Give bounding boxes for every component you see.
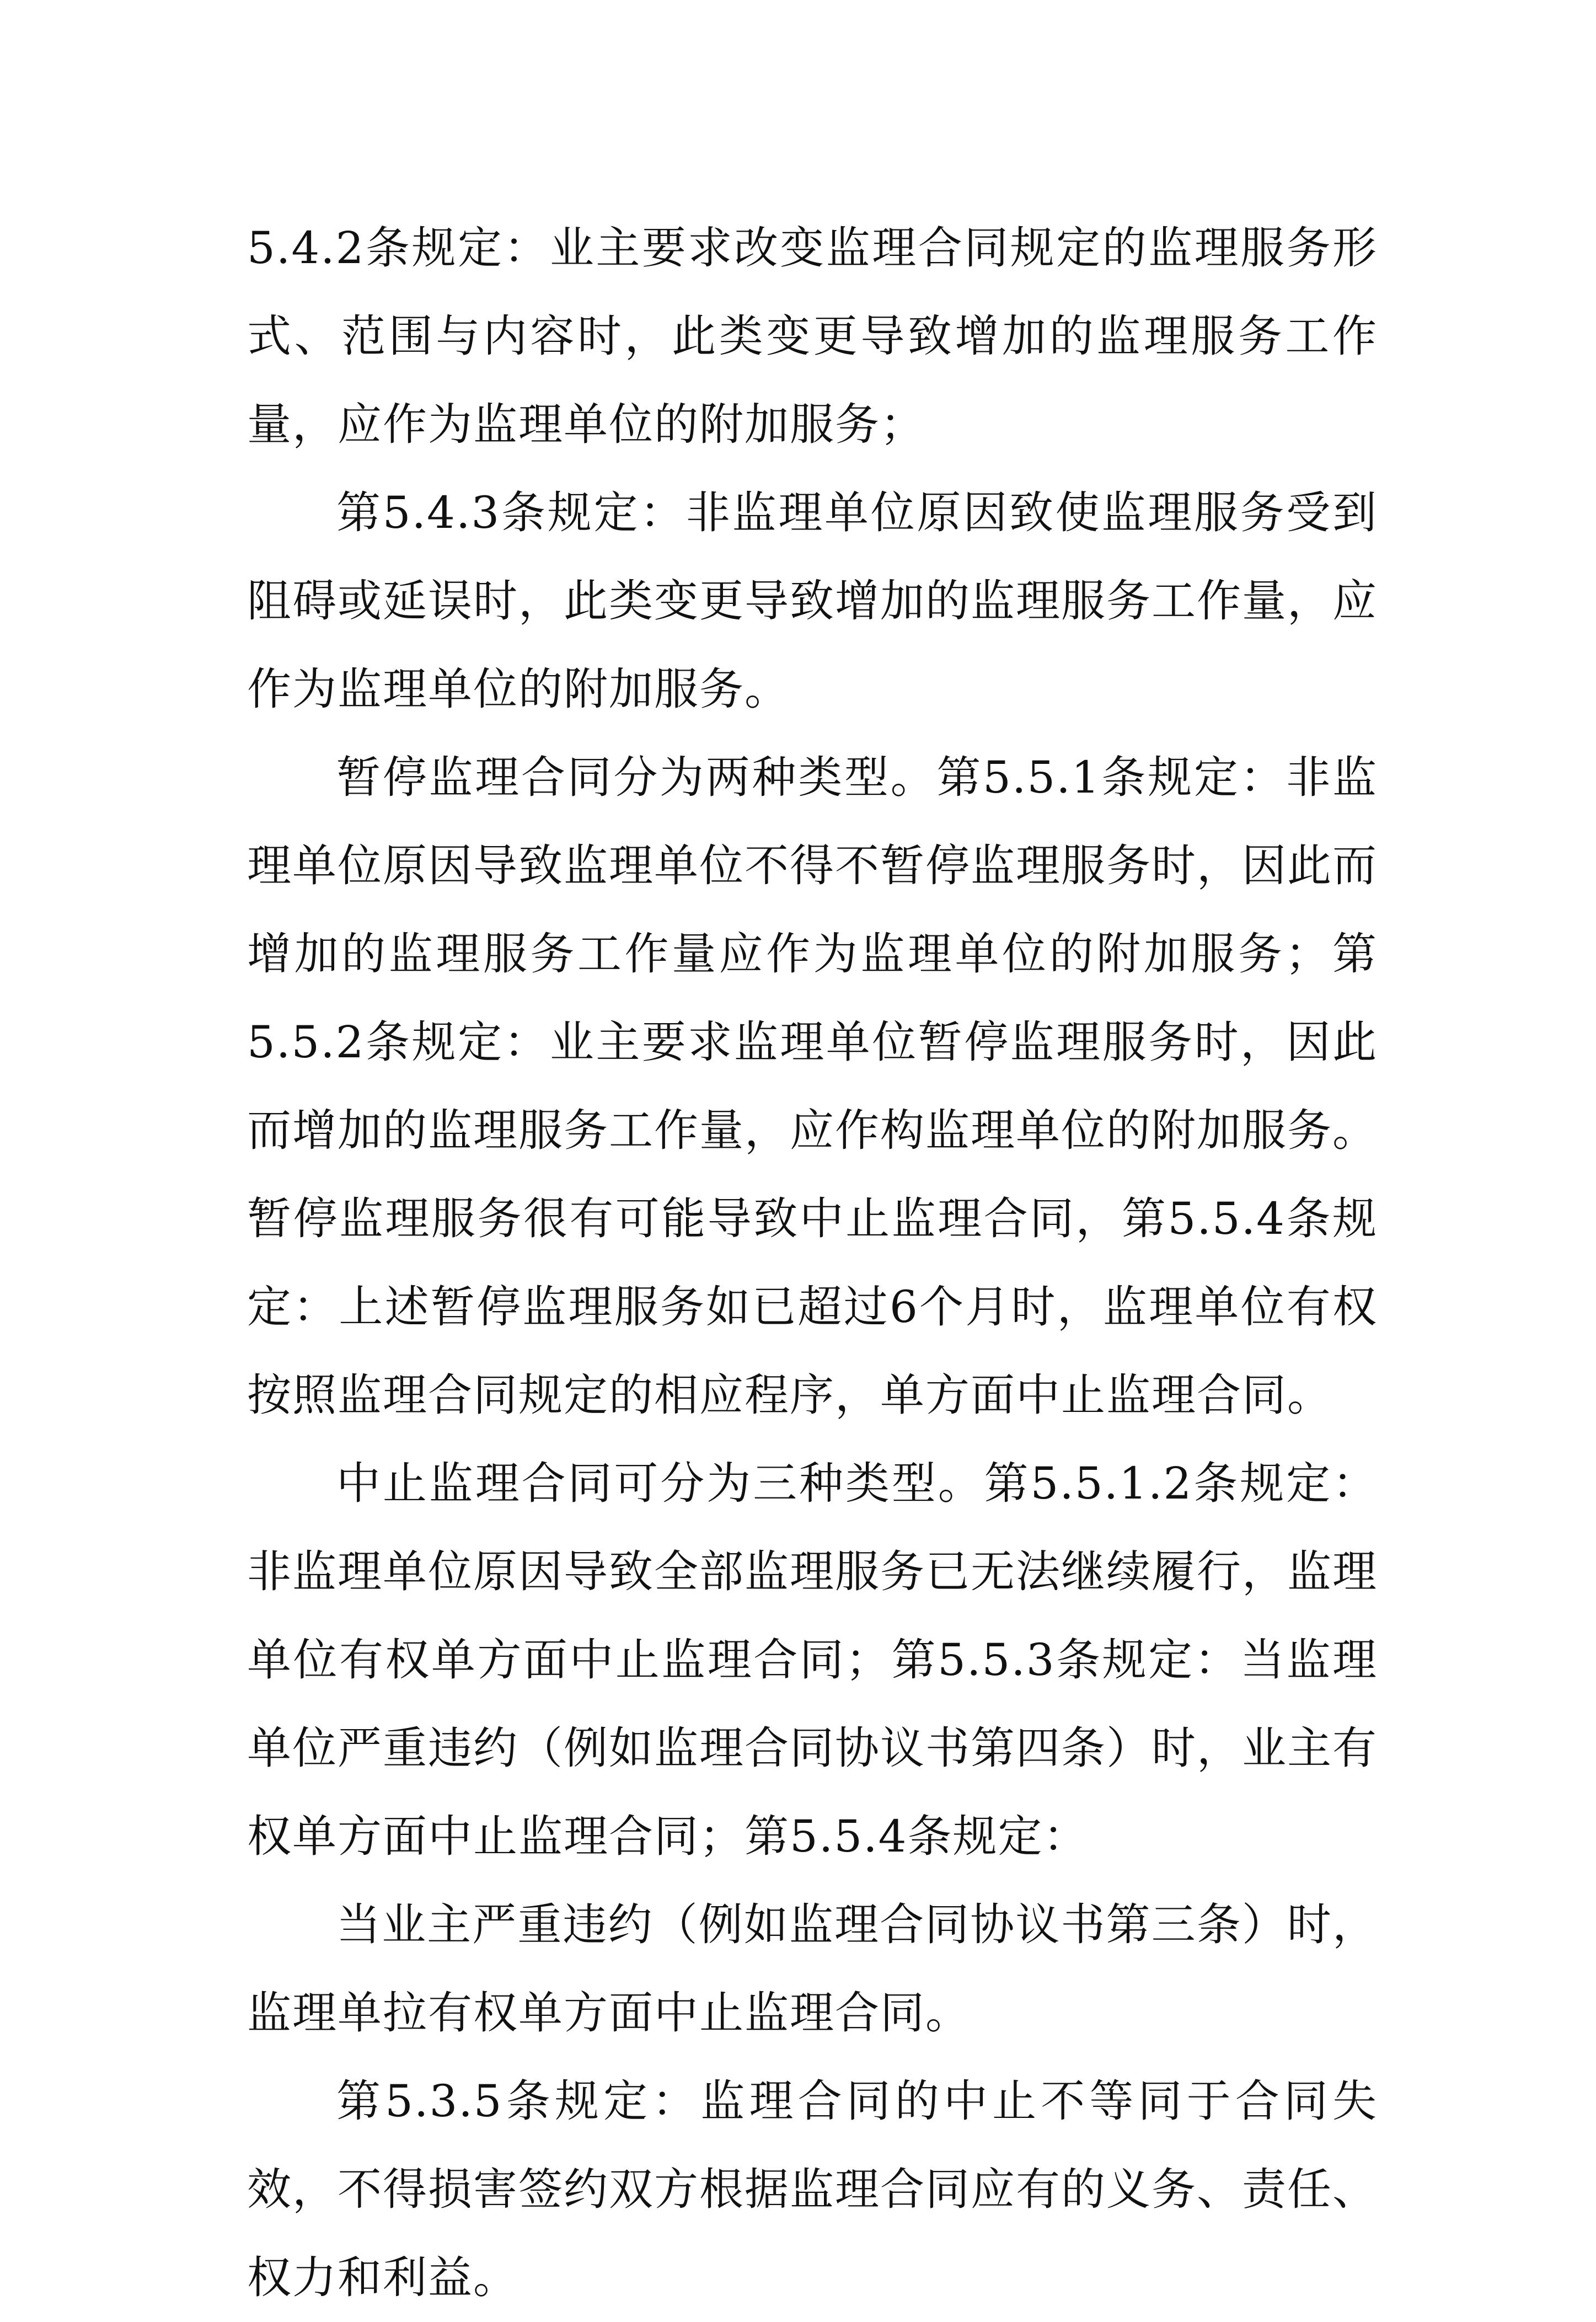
paragraph-5-3-5: 第5.3.5条规定：监理合同的中止不等同于合同失效，不得损害签约双方根据监理合同应有的义务、责任、权力和利益。 — [247, 2075, 1378, 2303]
paragraph-5-4-3: 第5.4.3条规定：非监理单位原因致使监理服务受到阻碍或延误时，此类变更导致增加的监理服务工作量，应作为监理单位的附加服务。 — [247, 487, 1378, 715]
paragraph-suspension: 暂停监理合同分为两种类型。第5.5.1条规定：非监理单位原因导致监理单位不得不暂停监理服务时，因此而增加的监理服务工作量应作为监理单位的附加服务；第5.5.2条规定：业主要求监理单位暂停监理服务时，因此而增加的监理服务工作量，应作构监理单位的附加服务。暂停监理服务很有可能导致中止监理合同，第5.5.4条规定：上述暂停监理服务如已超过6个月时，监理单位有权按照监理合同规定的相应程序，单方面中止监理合同。 — [247, 752, 1378, 1421]
document-body — [247, 204, 1378, 2322]
paragraph-termination: 中止监理合同可分为三种类型。第5.5.1.2条规定：非监理单位原因导致全部监理服务已无法继续履行，监理单位有权单方面中止监理合同；第5.5.3条规定：当监理单位严重违约（例如监理合同协议书第四条）时，业主有权单方面中止监理合同；第5.5.4条规定： — [247, 1458, 1378, 1862]
paragraph-owner-breach: 当业主严重违约（例如监理合同协议书第三条）时，监理单拉有权单方面中止监理合同。 — [247, 1899, 1378, 2039]
paragraph-5-4-2: 5.4.2条规定：业主要求改变监理合同规定的监理服务形式、范围与内容时，此类变更导致增加的监理服务工作量，应作为监理单位的附加服务； — [247, 222, 1378, 450]
